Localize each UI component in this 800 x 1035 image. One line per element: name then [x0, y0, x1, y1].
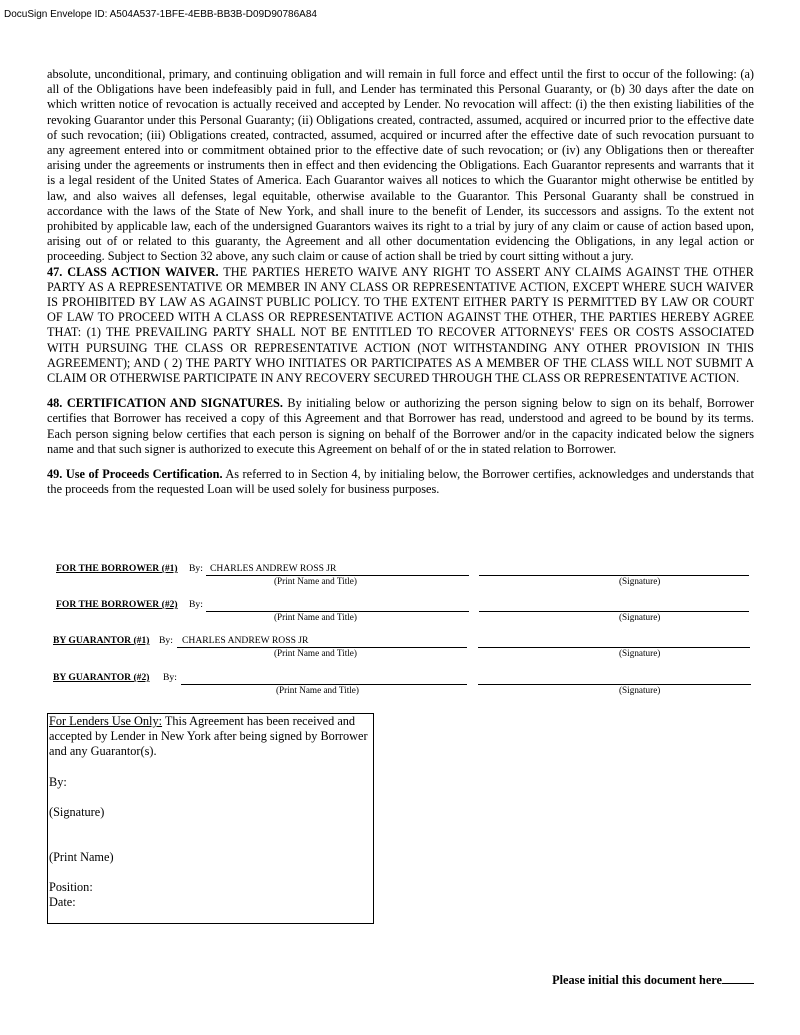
document-body — [47, 67, 754, 497]
signer-label: BY GUARANTOR (#1) — [53, 635, 150, 646]
signer-label: FOR THE BORROWER (#1) — [56, 563, 178, 574]
signature-caption: (Signature) — [619, 685, 661, 695]
lender-use-box — [47, 713, 374, 924]
envelope-id: DocuSign Envelope ID: A504A537-1BFE-4EBB-BB3B-D09D90786A84 — [4, 9, 317, 20]
initial-prompt — [552, 973, 754, 988]
section-49 — [47, 467, 754, 497]
section-47 — [47, 265, 754, 387]
signer-label: BY GUARANTOR (#2) — [53, 672, 150, 683]
initial-text: Please initial this document here — [552, 973, 722, 987]
printed-name: CHARLES ANDREW ROSS JR — [182, 635, 309, 646]
signature-field[interactable] — [479, 599, 749, 612]
section-49-heading: 49. Use of Proceeds Certification. — [47, 467, 223, 482]
section-47-heading: 47. CLASS ACTION WAIVER. — [47, 264, 219, 279]
lender-position-label: Position: — [49, 880, 93, 894]
initial-field[interactable] — [722, 973, 754, 984]
lender-print-name-label: (Print Name) — [49, 850, 114, 864]
lender-date-label: Date: — [49, 895, 76, 909]
continuation-paragraph: absolute, unconditional, primary, and continuing obligation and will remain in full force and effect until the first to occur of the following: (a) all of the Obligations have been indefeasibly paid in full, and Lender has terminated this Personal Guaranty, or (b) 30 days after the date on which written notice of revocation is actually received and accepted by Lender. No revocation will affect: (i) the then existing liabilities of the revoking Guarantor under this Personal Guaranty; (ii) Obligations created, contracted, assumed, acquired or incurred prior to the effective date of such revocation; (iii) Obligations created, contracted, assumed, acquired or incurred after the effective date of such revocation pursuant to any agreement entered into or commitment obtained prior to the effective date of such revocation; or (iv) any Obligations then or thereafter arising under the agreements or instruments then in effect and then evidencing the Obligations. Each Guarantor represents and warrants that it is a legal resident of the United States of America. Each Guarantor waives all notices to which the Guarantor might otherwise be entitled by law, and also waives all defenses, legal equitable, otherwise available to the Guarantor. This Personal Guaranty shall be construed in accordance with the laws of the State of New York, and shall inure to the benefit of Lender, its successors and assigns. To the extent not prohibited by applicable law, each of the undersigned Guarantors waives its right to a trial by jury of any claim or cause of action based upon, arising out of or related to this guaranty, the Agreement and all other documentation evidencing the Obligations, in any legal action or proceeding. Subject to Section 32 above, any such claim or cause of action shall be tried by court sitting without a jury. — [47, 67, 754, 264]
section-48 — [47, 396, 754, 457]
lender-by-label: By: — [49, 775, 67, 789]
lender-box-text — [49, 714, 371, 759]
print-name-caption: (Print Name and Title) — [274, 612, 357, 622]
print-name-field[interactable] — [181, 672, 467, 685]
signature-caption: (Signature) — [619, 648, 661, 658]
signature-field[interactable] — [478, 635, 750, 648]
section-47-body: THE PARTIES HERETO WAIVE ANY RIGHT TO ASSERT ANY CLAIMS AGAINST THE OTHER PARTY AS A REPRESENTATIVE OR MEMBER IN ANY CLASS OR REPRESENTATIVE ACTION, EXCEPT WHERE SUCH WAIVER IS PROHIBITED BY LAW AS AGAINST PUBLIC POLICY. TO THE EXTENT EITHER PARTY IS PERMITTED BY LAW OR COURT OF LAW TO PROCEED WITH A CLASS OR REPRESENTATIVE ACTION AGAINST THE OTHER, THE PARTIES HEREBY AGREE THAT: (1) THE PREVAILING PARTY SHALL NOT BE ENTITLED TO RECOVER ATTORNEYS' FEES OR COSTS ASSOCIATED WITH PURSUING THE CLASS OR REPRESENTATIVE ACTION (NOT WITHSTANDING ANY OTHER PROVISION IN THIS AGREEMENT); AND ( 2) THE PARTY WHO INITIATES OR PARTICIPATES AS A MEMBER OF THE CLASS WILL NOT SUBMIT A CLAIM OR OTHERWISE PARTICIPATE IN ANY RECOVERY SECURED THROUGH THE CLASS OR REPRESENTATIVE ACTION. — [47, 264, 754, 386]
lender-signature-label: (Signature) — [49, 805, 105, 819]
signature-field[interactable] — [479, 563, 749, 576]
section-48-heading: 48. CERTIFICATION AND SIGNATURES. — [47, 396, 283, 411]
by-label: By: — [189, 599, 203, 610]
print-name-caption: (Print Name and Title) — [276, 685, 359, 695]
section-49-body: As referred to in Section 4, by initialing below, the Borrower certifies, acknowledges and understands that the proceeds from the requested Loan will be used solely for business purposes. — [47, 467, 754, 497]
by-label: By: — [163, 672, 177, 683]
signature-caption: (Signature) — [619, 612, 661, 622]
lender-box-body: This Agreement has been received and accepted by Lender in New York after being signed by Borrower and any Guarantor(s). — [49, 714, 368, 758]
signature-caption: (Signature) — [619, 576, 661, 586]
print-name-field[interactable] — [206, 599, 469, 612]
by-label: By: — [189, 563, 203, 574]
by-label: By: — [159, 635, 173, 646]
lender-box-heading: For Lenders Use Only: — [49, 714, 163, 728]
signature-field[interactable] — [478, 672, 751, 685]
print-name-caption: (Print Name and Title) — [274, 648, 357, 658]
print-name-caption: (Print Name and Title) — [274, 576, 357, 586]
printed-name: CHARLES ANDREW ROSS JR — [210, 563, 337, 574]
section-48-body: By initialing below or authorizing the person signing below to sign on its behalf, Borrower certifies that Borrower has received a copy of this Agreement and that Borrower has read, understood and agreed to be bound by its terms. Each person signing below certifies that each person is signing on behalf of the Borrower and/or in the capacity indicated below the signers name and that such signer is authorized to execute this Agreement on behalf of or the in stated relation to Borrower. — [47, 396, 754, 456]
signer-label: FOR THE BORROWER (#2) — [56, 599, 178, 610]
